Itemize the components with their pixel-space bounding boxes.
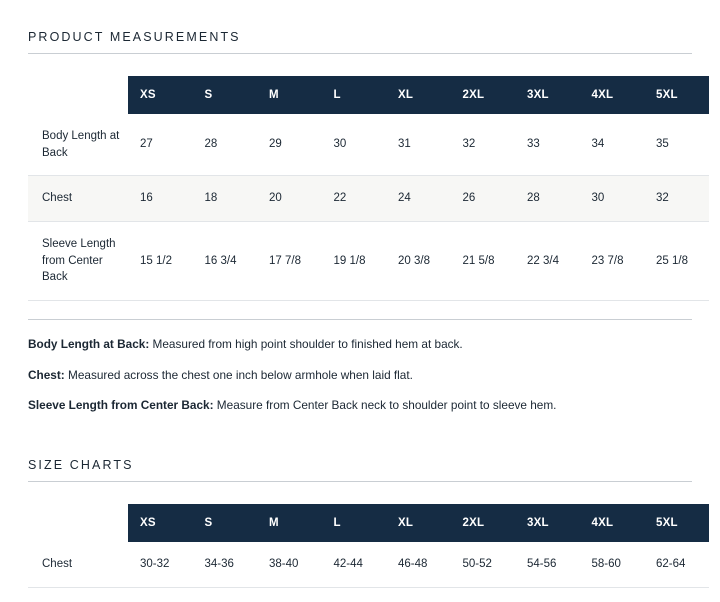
cell-body-length-5xl: 35 xyxy=(644,114,709,176)
cell-body-length-4xl: 34 xyxy=(580,114,645,176)
measurements-col-2xl: 2XL xyxy=(451,76,516,114)
measurements-col-5xl: 5XL xyxy=(644,76,709,114)
definition-term-body-length: Body Length at Back: xyxy=(28,337,150,352)
cell-sleeve-s: 16 3/4 xyxy=(193,222,258,301)
measurements-col-xs: XS xyxy=(128,76,193,114)
product-measurements-heading: PRODUCT MEASUREMENTS xyxy=(28,0,692,54)
cell-sleeve-2xl: 21 5/8 xyxy=(451,222,516,301)
row-label-sleeve-length: Sleeve Length from Center Back xyxy=(28,222,128,301)
cell-chest-s: 18 xyxy=(193,176,258,222)
table-row xyxy=(28,222,709,301)
measurements-col-3xl: 3XL xyxy=(515,76,580,114)
product-measurements-table xyxy=(28,76,709,301)
size-chart-col-2xl: 2XL xyxy=(451,504,516,542)
size-chart-col-s: S xyxy=(193,504,258,542)
size-chart-corner-cell xyxy=(28,504,128,542)
definition-text-chest: Measured across the chest one inch below armhole when laid flat. xyxy=(64,367,413,382)
size-chart-col-xs: XS xyxy=(128,504,193,542)
cell-chest-xs: 16 xyxy=(128,176,193,222)
size-chart-col-m: M xyxy=(257,504,322,542)
cell-body-length-l: 30 xyxy=(322,114,387,176)
cell-chest-4xl: 30 xyxy=(580,176,645,222)
cell-sleeve-l: 19 1/8 xyxy=(322,222,387,301)
measurements-col-s: S xyxy=(193,76,258,114)
cell-chest-5xl: 32 xyxy=(644,176,709,222)
size-chart-cell-chest-xs: 30-32 xyxy=(128,542,193,587)
measurements-col-l: L xyxy=(322,76,387,114)
cell-sleeve-m: 17 7/8 xyxy=(257,222,322,301)
size-chart-header-row xyxy=(28,504,709,542)
measurements-col-xl: XL xyxy=(386,76,451,114)
size-chart-col-xl: XL xyxy=(386,504,451,542)
cell-sleeve-xl: 20 3/8 xyxy=(386,222,451,301)
cell-body-length-2xl: 32 xyxy=(451,114,516,176)
cell-sleeve-xs: 15 1/2 xyxy=(128,222,193,301)
measurement-definitions xyxy=(28,319,692,415)
definition-term-chest: Chest: xyxy=(28,367,65,382)
cell-body-length-xl: 31 xyxy=(386,114,451,176)
size-chart-cell-chest-s: 34-36 xyxy=(193,542,258,587)
size-chart-col-l: L xyxy=(322,504,387,542)
definition-sleeve-length xyxy=(28,397,692,415)
size-chart-cell-chest-l: 42-44 xyxy=(322,542,387,587)
cell-body-length-xs: 27 xyxy=(128,114,193,176)
definition-body-length xyxy=(28,336,692,354)
cell-sleeve-5xl: 25 1/8 xyxy=(644,222,709,301)
size-chart-cell-chest-2xl: 50-52 xyxy=(451,542,516,587)
size-chart-col-4xl: 4XL xyxy=(580,504,645,542)
definition-text-body-length: Measured from high point shoulder to finished hem at back. xyxy=(149,337,463,352)
size-chart-cell-chest-5xl: 62-64 xyxy=(644,542,709,587)
cell-chest-xl: 24 xyxy=(386,176,451,222)
size-chart-cell-chest-xl: 46-48 xyxy=(386,542,451,587)
size-charts-heading: SIZE CHARTS xyxy=(28,428,692,482)
size-chart-cell-chest-m: 38-40 xyxy=(257,542,322,587)
cell-body-length-s: 28 xyxy=(193,114,258,176)
cell-chest-3xl: 28 xyxy=(515,176,580,222)
table-row xyxy=(28,176,709,222)
row-label-chest: Chest xyxy=(28,176,128,222)
table-row xyxy=(28,114,709,176)
cell-body-length-m: 29 xyxy=(257,114,322,176)
size-chart-cell-chest-4xl: 58-60 xyxy=(580,542,645,587)
size-chart-row-label-chest: Chest xyxy=(28,542,128,587)
measurements-corner-cell xyxy=(28,76,128,114)
size-chart-cell-chest-3xl: 54-56 xyxy=(515,542,580,587)
cell-chest-m: 20 xyxy=(257,176,322,222)
cell-body-length-3xl: 33 xyxy=(515,114,580,176)
row-label-body-length: Body Length at Back xyxy=(28,114,128,176)
definition-chest xyxy=(28,367,692,385)
measurements-header-row xyxy=(28,76,709,114)
table-row xyxy=(28,542,709,587)
cell-chest-2xl: 26 xyxy=(451,176,516,222)
definition-term-sleeve-length: Sleeve Length from Center Back: xyxy=(28,398,214,413)
cell-chest-l: 22 xyxy=(322,176,387,222)
cell-sleeve-3xl: 22 3/4 xyxy=(515,222,580,301)
cell-sleeve-4xl: 23 7/8 xyxy=(580,222,645,301)
size-chart-col-3xl: 3XL xyxy=(515,504,580,542)
measurements-col-m: M xyxy=(257,76,322,114)
measurements-col-4xl: 4XL xyxy=(580,76,645,114)
definition-text-sleeve-length: Measure from Center Back neck to shoulder point to sleeve hem. xyxy=(213,398,557,413)
size-chart-col-5xl: 5XL xyxy=(644,504,709,542)
size-chart-table xyxy=(28,504,709,588)
bottom-spacer xyxy=(28,588,692,602)
